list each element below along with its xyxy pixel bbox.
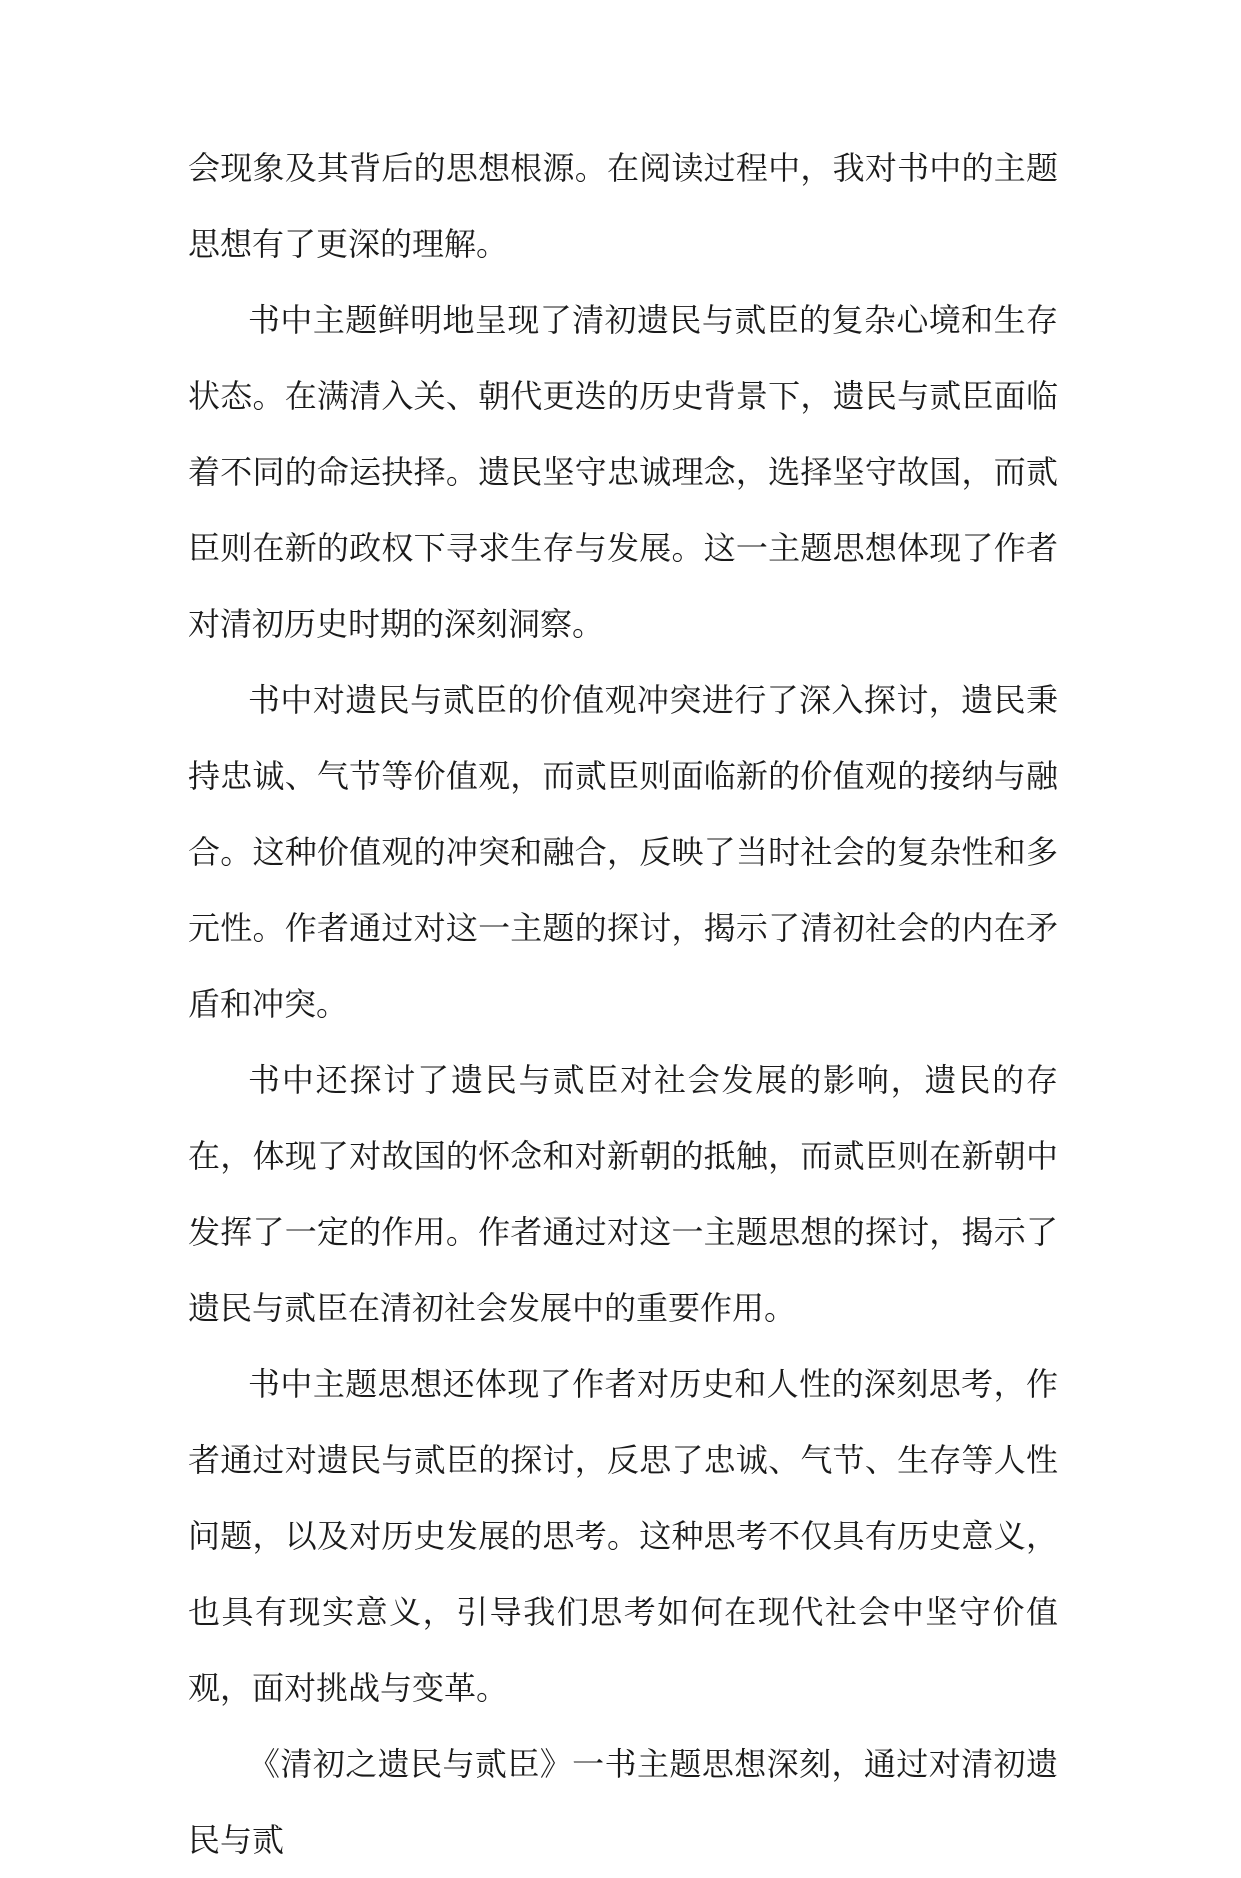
paragraph-5: 书中主题思想还体现了作者对历史和人性的深刻思考，作者通过对遗民与贰臣的探讨，反思了忠诚、气节、生存等人性问题，以及对历史发展的思考。这种思考不仅具有历史意义，也具有现实意义，引导我们思考如何在现代社会中坚守价值观，面对挑战与变革。 — [188, 1365, 1058, 1707]
paragraph-4: 书中还探讨了遗民与贰臣对社会发展的影响，遗民的存在，体现了对故国的怀念和对新朝的抵触，而贰臣则在新朝中发挥了一定的作用。作者通过对这一主题思想的探讨，揭示了遗民与贰臣在清初社会发展中的重要作用。 — [188, 1061, 1058, 1327]
paragraph-1: 会现象及其背后的思想根源。在阅读过程中，我对书中的主题思想有了更深的理解。 — [188, 149, 1058, 263]
paragraph-3: 书中对遗民与贰臣的价值观冲突进行了深入探讨，遗民秉持忠诚、气节等价值观，而贰臣则面临新的价值观的接纳与融合。这种价值观的冲突和融合，反映了当时社会的复杂性和多元性。作者通过对这一主题的探讨，揭示了清初社会的内在矛盾和冲突。 — [188, 681, 1058, 1023]
paragraph-6: 《清初之遗民与贰臣》一书主题思想深刻，通过对清初遗民与贰 — [188, 1745, 1058, 1859]
document-body — [188, 130, 1058, 1878]
paragraph-2: 书中主题鲜明地呈现了清初遗民与贰臣的复杂心境和生存状态。在满清入关、朝代更迭的历史背景下，遗民与贰臣面临着不同的命运抉择。遗民坚守忠诚理念，选择坚守故国，而贰臣则在新的政权下寻求生存与发展。这一主题思想体现了作者对清初历史时期的深刻洞察。 — [188, 301, 1058, 643]
